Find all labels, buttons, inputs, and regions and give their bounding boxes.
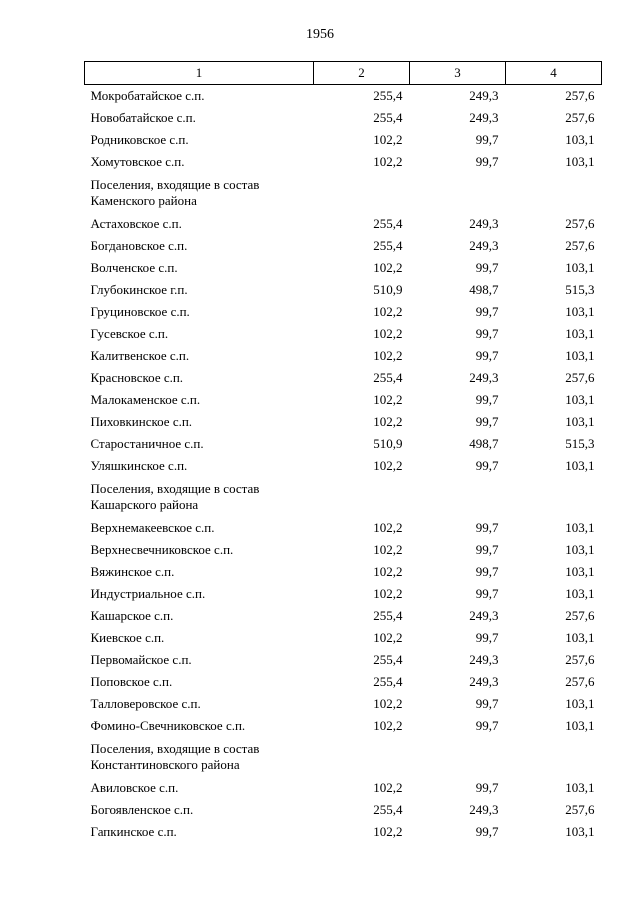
table-row: [85, 345, 602, 367]
settlement-name: Глубокинское г.п.: [90, 282, 188, 297]
value-col-3: 99,7: [475, 326, 499, 341]
settlement-name: Уляшкинское с.п.: [90, 458, 188, 473]
table-row: [85, 129, 602, 151]
settlement-name: Киевское с.п.: [90, 630, 165, 645]
value-col-3: 99,7: [475, 260, 499, 275]
value-col-3: 99,7: [475, 458, 499, 473]
value-col-2: 102,2: [373, 154, 403, 169]
table-row: [85, 671, 602, 693]
value-col-4: 103,1: [565, 154, 595, 169]
value-col-3: 99,7: [475, 304, 499, 319]
value-col-4: 103,1: [565, 780, 595, 795]
table-row: [85, 433, 602, 455]
value-col-4: 103,1: [565, 304, 595, 319]
value-col-3: 99,7: [475, 154, 499, 169]
value-col-2: 102,2: [373, 304, 403, 319]
table-row: [85, 213, 602, 235]
value-col-2: 255,4: [373, 802, 403, 817]
value-col-2: 255,4: [373, 652, 403, 667]
settlement-name: Вяжинское с.п.: [90, 564, 175, 579]
value-col-2: 255,4: [373, 88, 403, 103]
table-row: [85, 627, 602, 649]
value-col-2: 102,2: [373, 718, 403, 733]
table-row: [85, 561, 602, 583]
value-col-4: 257,6: [565, 216, 595, 231]
value-col-3: 249,3: [469, 652, 499, 667]
value-col-4: 257,6: [565, 608, 595, 623]
table-row: [85, 389, 602, 411]
settlement-name: Кашарское с.п.: [90, 608, 174, 623]
settlement-name: Волченское с.п.: [90, 260, 178, 275]
value-col-3: 249,3: [469, 110, 499, 125]
group-header-row: [85, 173, 602, 213]
settlement-name: Пиховкинское с.п.: [90, 414, 193, 429]
value-col-2: 102,2: [373, 520, 403, 535]
value-col-3: 99,7: [475, 718, 499, 733]
settlement-name: Поповское с.п.: [90, 674, 173, 689]
column-header-4: 4: [506, 62, 602, 85]
settlement-name: Калитвенское с.п.: [90, 348, 190, 363]
value-col-4: 257,6: [565, 370, 595, 385]
empty-cell: [410, 477, 506, 517]
settlement-name: Авиловское с.п.: [90, 780, 179, 795]
value-col-4: 103,1: [565, 630, 595, 645]
settlement-name: Красновское с.п.: [90, 370, 184, 385]
value-col-4: 257,6: [565, 238, 595, 253]
empty-cell: [410, 173, 506, 213]
value-col-2: 255,4: [373, 110, 403, 125]
table-row: [85, 85, 602, 108]
value-col-3: 498,7: [469, 282, 499, 297]
value-col-3: 99,7: [475, 348, 499, 363]
value-col-3: 249,3: [469, 216, 499, 231]
table-row: [85, 107, 602, 129]
table-row: [85, 301, 602, 323]
settlement-name: Фомино-Свечниковское с.п.: [90, 718, 246, 733]
column-header-1: 1: [85, 62, 314, 85]
settlement-name: Хомутовское с.п.: [90, 154, 185, 169]
value-col-2: 102,2: [373, 132, 403, 147]
value-col-3: 99,7: [475, 780, 499, 795]
value-col-3: 99,7: [475, 542, 499, 557]
empty-cell: [506, 173, 602, 213]
group-header-label: Поселения, входящие в состав Кашарского района: [90, 481, 260, 512]
value-col-3: 249,3: [469, 88, 499, 103]
value-col-4: 103,1: [565, 392, 595, 407]
header-row: [85, 62, 602, 85]
value-col-4: 103,1: [565, 718, 595, 733]
value-col-3: 99,7: [475, 630, 499, 645]
value-col-3: 99,7: [475, 132, 499, 147]
value-col-3: 99,7: [475, 696, 499, 711]
table-row: [85, 411, 602, 433]
value-col-2: 102,2: [373, 392, 403, 407]
value-col-4: 103,1: [565, 542, 595, 557]
value-col-4: 103,1: [565, 696, 595, 711]
value-col-4: 257,6: [565, 110, 595, 125]
value-col-4: 103,1: [565, 586, 595, 601]
table-row: [85, 693, 602, 715]
table-row: [85, 583, 602, 605]
settlement-name: Талловеровское с.п.: [90, 696, 201, 711]
value-col-3: 249,3: [469, 370, 499, 385]
value-col-2: 510,9: [373, 282, 403, 297]
value-col-4: 103,1: [565, 520, 595, 535]
value-col-4: 103,1: [565, 260, 595, 275]
value-col-3: 99,7: [475, 392, 499, 407]
value-col-3: 249,3: [469, 238, 499, 253]
settlement-name: Новобатайское с.п.: [90, 110, 196, 125]
settlement-name: Гапкинское с.п.: [90, 824, 177, 839]
value-col-2: 102,2: [373, 824, 403, 839]
table-row: [85, 605, 602, 627]
value-col-4: 257,6: [565, 88, 595, 103]
value-col-2: 102,2: [373, 458, 403, 473]
empty-cell: [506, 477, 602, 517]
table-row: [85, 235, 602, 257]
value-col-3: 99,7: [475, 564, 499, 579]
value-col-3: 498,7: [469, 436, 499, 451]
group-header-label: Поселения, входящие в состав Каменского района: [90, 177, 260, 208]
group-header-row: [85, 477, 602, 517]
value-col-2: 102,2: [373, 630, 403, 645]
value-col-3: 99,7: [475, 520, 499, 535]
group-header-row: [85, 737, 602, 777]
table-row: [85, 367, 602, 389]
value-col-4: 103,1: [565, 458, 595, 473]
table-row: [85, 517, 602, 539]
value-col-4: 103,1: [565, 132, 595, 147]
value-col-4: 515,3: [565, 436, 595, 451]
value-col-2: 102,2: [373, 586, 403, 601]
value-col-2: 102,2: [373, 260, 403, 275]
value-col-3: 99,7: [475, 414, 499, 429]
value-col-2: 255,4: [373, 238, 403, 253]
value-col-2: 102,2: [373, 326, 403, 341]
value-col-3: 99,7: [475, 586, 499, 601]
value-col-3: 249,3: [469, 802, 499, 817]
empty-cell: [314, 477, 410, 517]
table-row: [85, 257, 602, 279]
settlement-name: Родниковское с.п.: [90, 132, 189, 147]
value-col-4: 103,1: [565, 326, 595, 341]
value-col-4: 257,6: [565, 674, 595, 689]
value-col-2: 255,4: [373, 370, 403, 385]
value-col-2: 255,4: [373, 216, 403, 231]
settlement-name: Первомайское с.п.: [90, 652, 192, 667]
column-header-2: 2: [314, 62, 410, 85]
value-col-2: 255,4: [373, 608, 403, 623]
settlement-name: Груциновское с.п.: [90, 304, 190, 319]
settlement-name: Малокаменское с.п.: [90, 392, 201, 407]
value-col-4: 103,1: [565, 414, 595, 429]
table-row: [85, 715, 602, 737]
settlement-name: Богоявленское с.п.: [90, 802, 194, 817]
value-col-4: 103,1: [565, 348, 595, 363]
settlement-name: Астаховское с.п.: [90, 216, 182, 231]
value-col-4: 257,6: [565, 652, 595, 667]
table-row: [85, 539, 602, 561]
table-row: [85, 649, 602, 671]
table-row: [85, 151, 602, 173]
empty-cell: [314, 737, 410, 777]
empty-cell: [506, 737, 602, 777]
value-col-4: 103,1: [565, 564, 595, 579]
value-col-3: 249,3: [469, 608, 499, 623]
table-row: [85, 799, 602, 821]
value-col-2: 102,2: [373, 414, 403, 429]
value-col-3: 99,7: [475, 824, 499, 839]
settlement-name: Гусевское с.п.: [90, 326, 169, 341]
value-col-4: 103,1: [565, 824, 595, 839]
settlement-name: Богдановское с.п.: [90, 238, 188, 253]
page-number: 1956: [306, 27, 334, 42]
table-row: [85, 821, 602, 843]
column-header-3: 3: [410, 62, 506, 85]
empty-cell: [314, 173, 410, 213]
empty-cell: [410, 737, 506, 777]
table-row: [85, 279, 602, 301]
value-col-2: 102,2: [373, 696, 403, 711]
table-row: [85, 323, 602, 345]
group-header-label: Поселения, входящие в состав Константиновского района: [90, 741, 260, 772]
table-row: [85, 455, 602, 477]
value-col-2: 102,2: [373, 348, 403, 363]
value-col-2: 255,4: [373, 674, 403, 689]
table-body: [85, 85, 602, 844]
table-row: [85, 777, 602, 799]
value-col-4: 257,6: [565, 802, 595, 817]
settlement-name: Старостаничное с.п.: [90, 436, 204, 451]
settlement-name: Индустриальное с.п.: [90, 586, 206, 601]
value-col-4: 515,3: [565, 282, 595, 297]
settlement-name: Мокробатайское с.п.: [90, 88, 205, 103]
value-col-2: 102,2: [373, 542, 403, 557]
settlement-name: Верхнесвечниковское с.п.: [90, 542, 234, 557]
table-header: [85, 62, 602, 85]
value-col-2: 102,2: [373, 780, 403, 795]
value-col-2: 510,9: [373, 436, 403, 451]
value-col-2: 102,2: [373, 564, 403, 579]
budget-table: [84, 61, 602, 843]
settlement-name: Верхнемакеевское с.п.: [90, 520, 215, 535]
value-col-3: 249,3: [469, 674, 499, 689]
